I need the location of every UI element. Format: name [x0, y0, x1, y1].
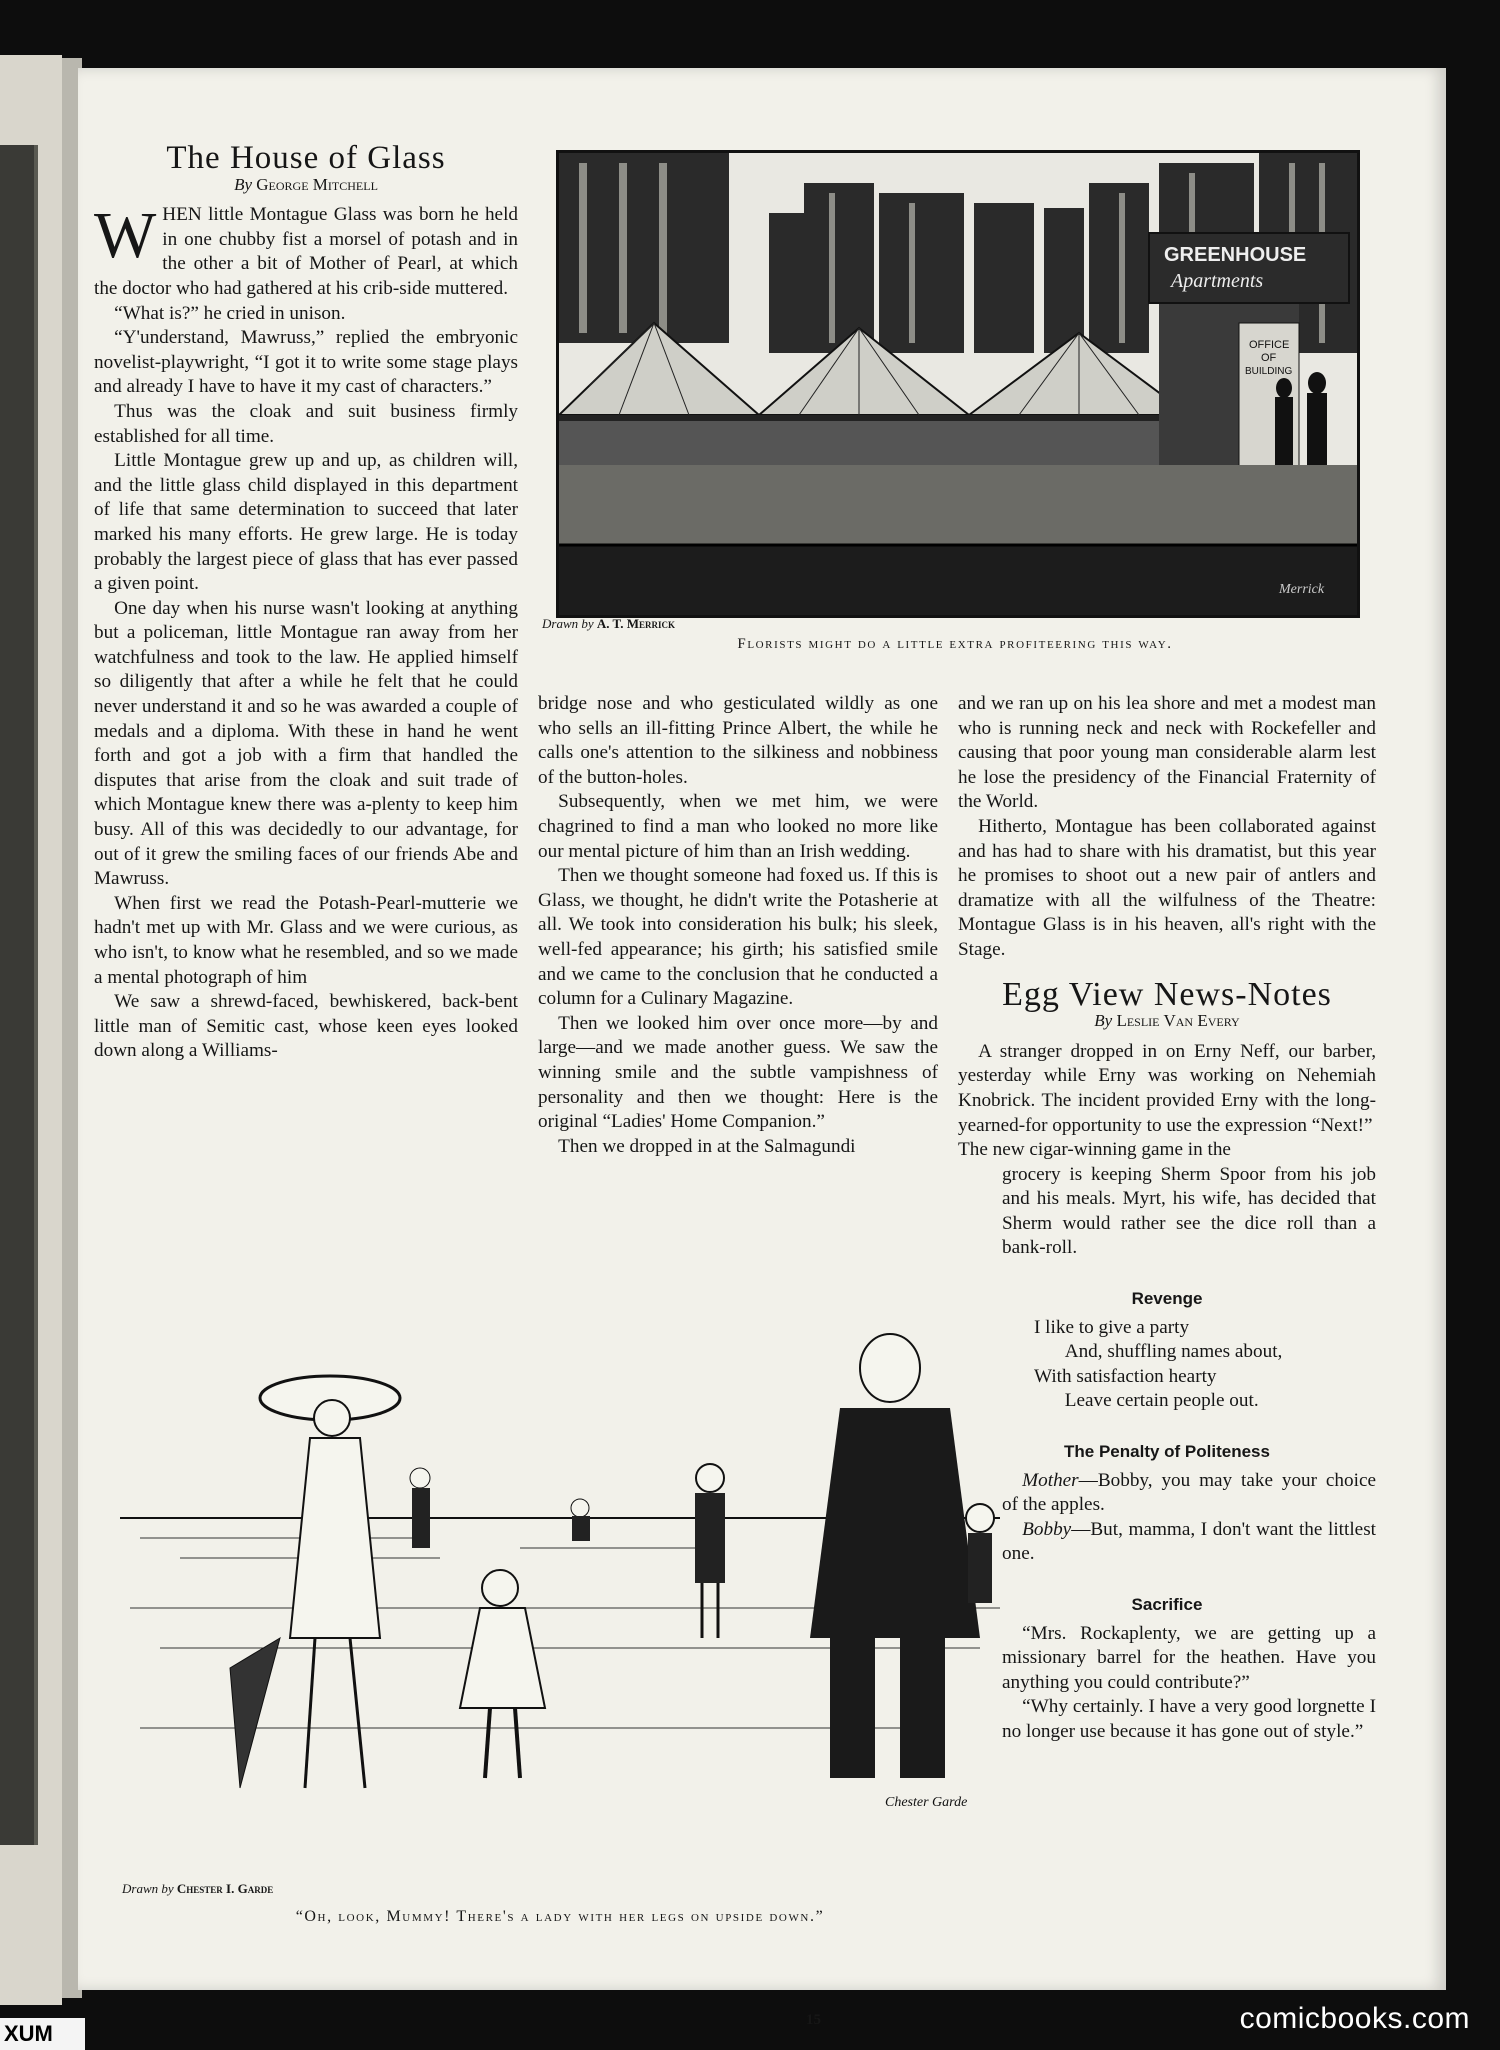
- watermark: comicbooks.com: [1239, 2002, 1470, 2035]
- paragraph: [94, 199, 518, 301]
- paragraph: A stranger dropped in on Erny Neff, our barber, yesterday while Erny was working on Nehemiah Knobrick. The incident provided Erny with the long-yearned-for opportunity to use the expression “Next!”: [958, 1040, 1376, 1136]
- credit-artist: A. T. Merrick: [596, 616, 676, 631]
- caption-beach: “Oh, look, Mummy! There's a lady with her legs on upside down.”: [295, 1908, 825, 1925]
- byline-prefix: By: [234, 174, 253, 194]
- paragraph: and we ran up on his lea shore and met a modest man who is running neck and neck with Rockefeller and causing that poor young man considerable alarm lest he lose the presidency of the Financial Fraternity of the World.: [958, 693, 1376, 813]
- byline-leslie-van-every: [958, 1009, 1376, 1034]
- sacrifice-title: Sacrifice: [1131, 1595, 1203, 1614]
- paragraph: We saw a shrewd-faced, bewhiskered, back-bent little man of Semitic cast, whose keen eyes looked down along a Williams-: [94, 991, 518, 1062]
- poem-line: Leave certain people out.: [1064, 1390, 1259, 1412]
- poem-line: I like to give a party: [1034, 1316, 1190, 1338]
- credit-merrick: [542, 616, 675, 632]
- poem-line: And, shuffling names about,: [1064, 1341, 1283, 1363]
- credit-prefix: Drawn by: [122, 1881, 174, 1896]
- paragraph: Subsequently, when we met him, we were chagrined to find a man who looked no more like our mental picture of him than an Irish wedding.: [538, 791, 938, 862]
- credit-garde: [122, 1881, 273, 1897]
- paragraph-first-line: The new cigar-winning game in the: [958, 1139, 1231, 1161]
- page-number: 15: [806, 2012, 821, 2028]
- credit-artist: Chester I. Garde: [176, 1881, 274, 1896]
- dialogue-text: —But, mamma, I don't want the littlest one.: [1002, 1518, 1376, 1565]
- penalty-title: The Penalty of Politeness: [1064, 1442, 1270, 1462]
- article-house-of-glass-col1: [94, 140, 518, 1064]
- paragraph: Then we dropped in at the Salmagundi: [558, 1135, 856, 1157]
- paragraph: Then we thought someone had foxed us. If this is Glass, we thought, he didn't write the Potasherie at all. We took into consideration his bulk; his sleek, well-fed appearance; his girth; his satisfied smile and we came to the conclusion that he conducted a column for a Culinary Magazine.: [538, 865, 938, 1010]
- previous-page-edge: [0, 55, 62, 2005]
- article-title-house-of-glass: The House of Glass: [166, 140, 446, 176]
- byline-author: George Mitchell: [256, 174, 378, 194]
- beach-drawing: [120, 1308, 1000, 1856]
- article-house-of-glass-col2: [538, 692, 938, 1159]
- paragraph: “Mrs. Rockaplenty, we are getting up a missionary barrel for the heathen. Have you anything you could contribute?”: [1002, 1622, 1376, 1693]
- paragraph-continued: grocery is keeping Sherm Spoor from his job and his meals. Myrt, his wife, has decided that Sherm would rather see the dice roll than a bank-roll.: [1002, 1163, 1376, 1259]
- paragraph: Thus was the cloak and suit business firmly established for all time.: [94, 400, 518, 447]
- artist-signature: Chester Garde: [885, 1795, 968, 1810]
- paragraph: “Why certainly. I have a very good lorgnette I no longer use because it has gone out of style.”: [1002, 1696, 1376, 1742]
- poem-line: With satisfaction hearty: [1034, 1365, 1217, 1387]
- office-sign-1: OFFICE: [1249, 339, 1290, 351]
- paragraph: “Y'understand, Mawruss,” replied the embryonic novelist-playwright, “I got it to write some stage plays and already I have to have it my cast of characters.”: [94, 327, 518, 398]
- dialogue-bobby: [958, 1518, 1376, 1567]
- caption-greenhouse: Florists might do a little extra profiteering this way.: [737, 636, 1173, 652]
- apartments-sign: Apartments: [1171, 270, 1264, 292]
- office-sign-3: BUILDING: [1245, 366, 1293, 377]
- greenhouse-apartments-illustration: [556, 150, 1360, 618]
- revenge-poem: [958, 1316, 1376, 1414]
- paragraph: Hitherto, Montague has been collaborated against and has had to share with his dramatist, but this year he promises to shoot out a new pair of antlers and dramatize with all the wilfulness of the Theatre: Montague Glass is in his heaven, all's right with the Stage.: [958, 815, 1376, 960]
- artist-signature: Merrick: [1279, 582, 1325, 597]
- office-sign-2: OF: [1261, 352, 1277, 364]
- byline-george-mitchell: [94, 173, 518, 198]
- speaker-mother: Mother: [1022, 1469, 1079, 1491]
- paragraph: bridge nose and who gesticulated wildly as one who sells an ill-fitting Prince Albert, the while he calls one's attention to the silkiness and nobbiness of the button-holes.: [538, 693, 938, 788]
- paragraph: One day when his nurse wasn't looking at anything but a policeman, little Montague ran away from her watchfulness and took to the law. He applied himself so diligently that after a while he felt that he could never understand it and so he was awarded a couple of medals and a diploma. With these in hand he went forth and got a job with a firm that handled the disputes that arise from the cloak and suit trade of which Montague knew there was a-plenty to keep him busy. All of this was decidedly to our advantage, for out of it grew the smiling faces of our friends Abe and Mawruss.: [94, 597, 518, 890]
- greenhouse-sign: GREENHOUSE: [1164, 244, 1307, 266]
- revenge-title: Revenge: [1131, 1289, 1203, 1309]
- column-3: [958, 692, 1376, 1745]
- paragraph-hanging: [958, 1138, 1376, 1261]
- greenhouse-drawing: [559, 153, 1357, 615]
- dialogue-mother: [958, 1469, 1376, 1518]
- paragraph: Little Montague grew up and up, as children will, and the little glass child displayed in this department of life that same determination to succeed that later marked his many efforts. He grew large. He is today probably the largest piece of glass that has ever passed a given point.: [94, 450, 518, 595]
- byline-author: Leslie Van Every: [1116, 1011, 1240, 1031]
- dialogue-text: —Bobby, you may take your choice of the apples.: [1002, 1469, 1376, 1516]
- credit-prefix: Drawn by: [542, 616, 594, 631]
- byline-prefix: By: [1094, 1011, 1113, 1031]
- paragraph: When first we read the Potash-Pearl-mutterie we hadn't met up with Mr. Glass and we were curious, as who isn't, to know what he resembled, and so we made a mental photograph of him: [94, 892, 518, 988]
- paragraph: Then we looked him over once more—by and large—and we made another guess. We saw the winning smile and the subtle vampishness of personality and then we thought: Here is the original “Ladies' Home Companion.”: [538, 1012, 938, 1133]
- corner-tag: XUM: [0, 2018, 85, 2050]
- drop-cap: W: [94, 199, 157, 273]
- speaker-bobby: Bobby: [1022, 1518, 1072, 1540]
- beach-cartoon-illustration: [120, 1308, 1000, 1856]
- article-title-egg-view: Egg View News-Notes: [1002, 975, 1332, 1013]
- paragraph: “What is?” he cried in unison.: [114, 302, 346, 324]
- paragraph-text: HEN little Montague Glass was born he held in one chubby fist a morsel of potash and in the other a bit of Mother of Pearl, at which the doctor who had gathered at his crib-side muttered.: [94, 204, 518, 299]
